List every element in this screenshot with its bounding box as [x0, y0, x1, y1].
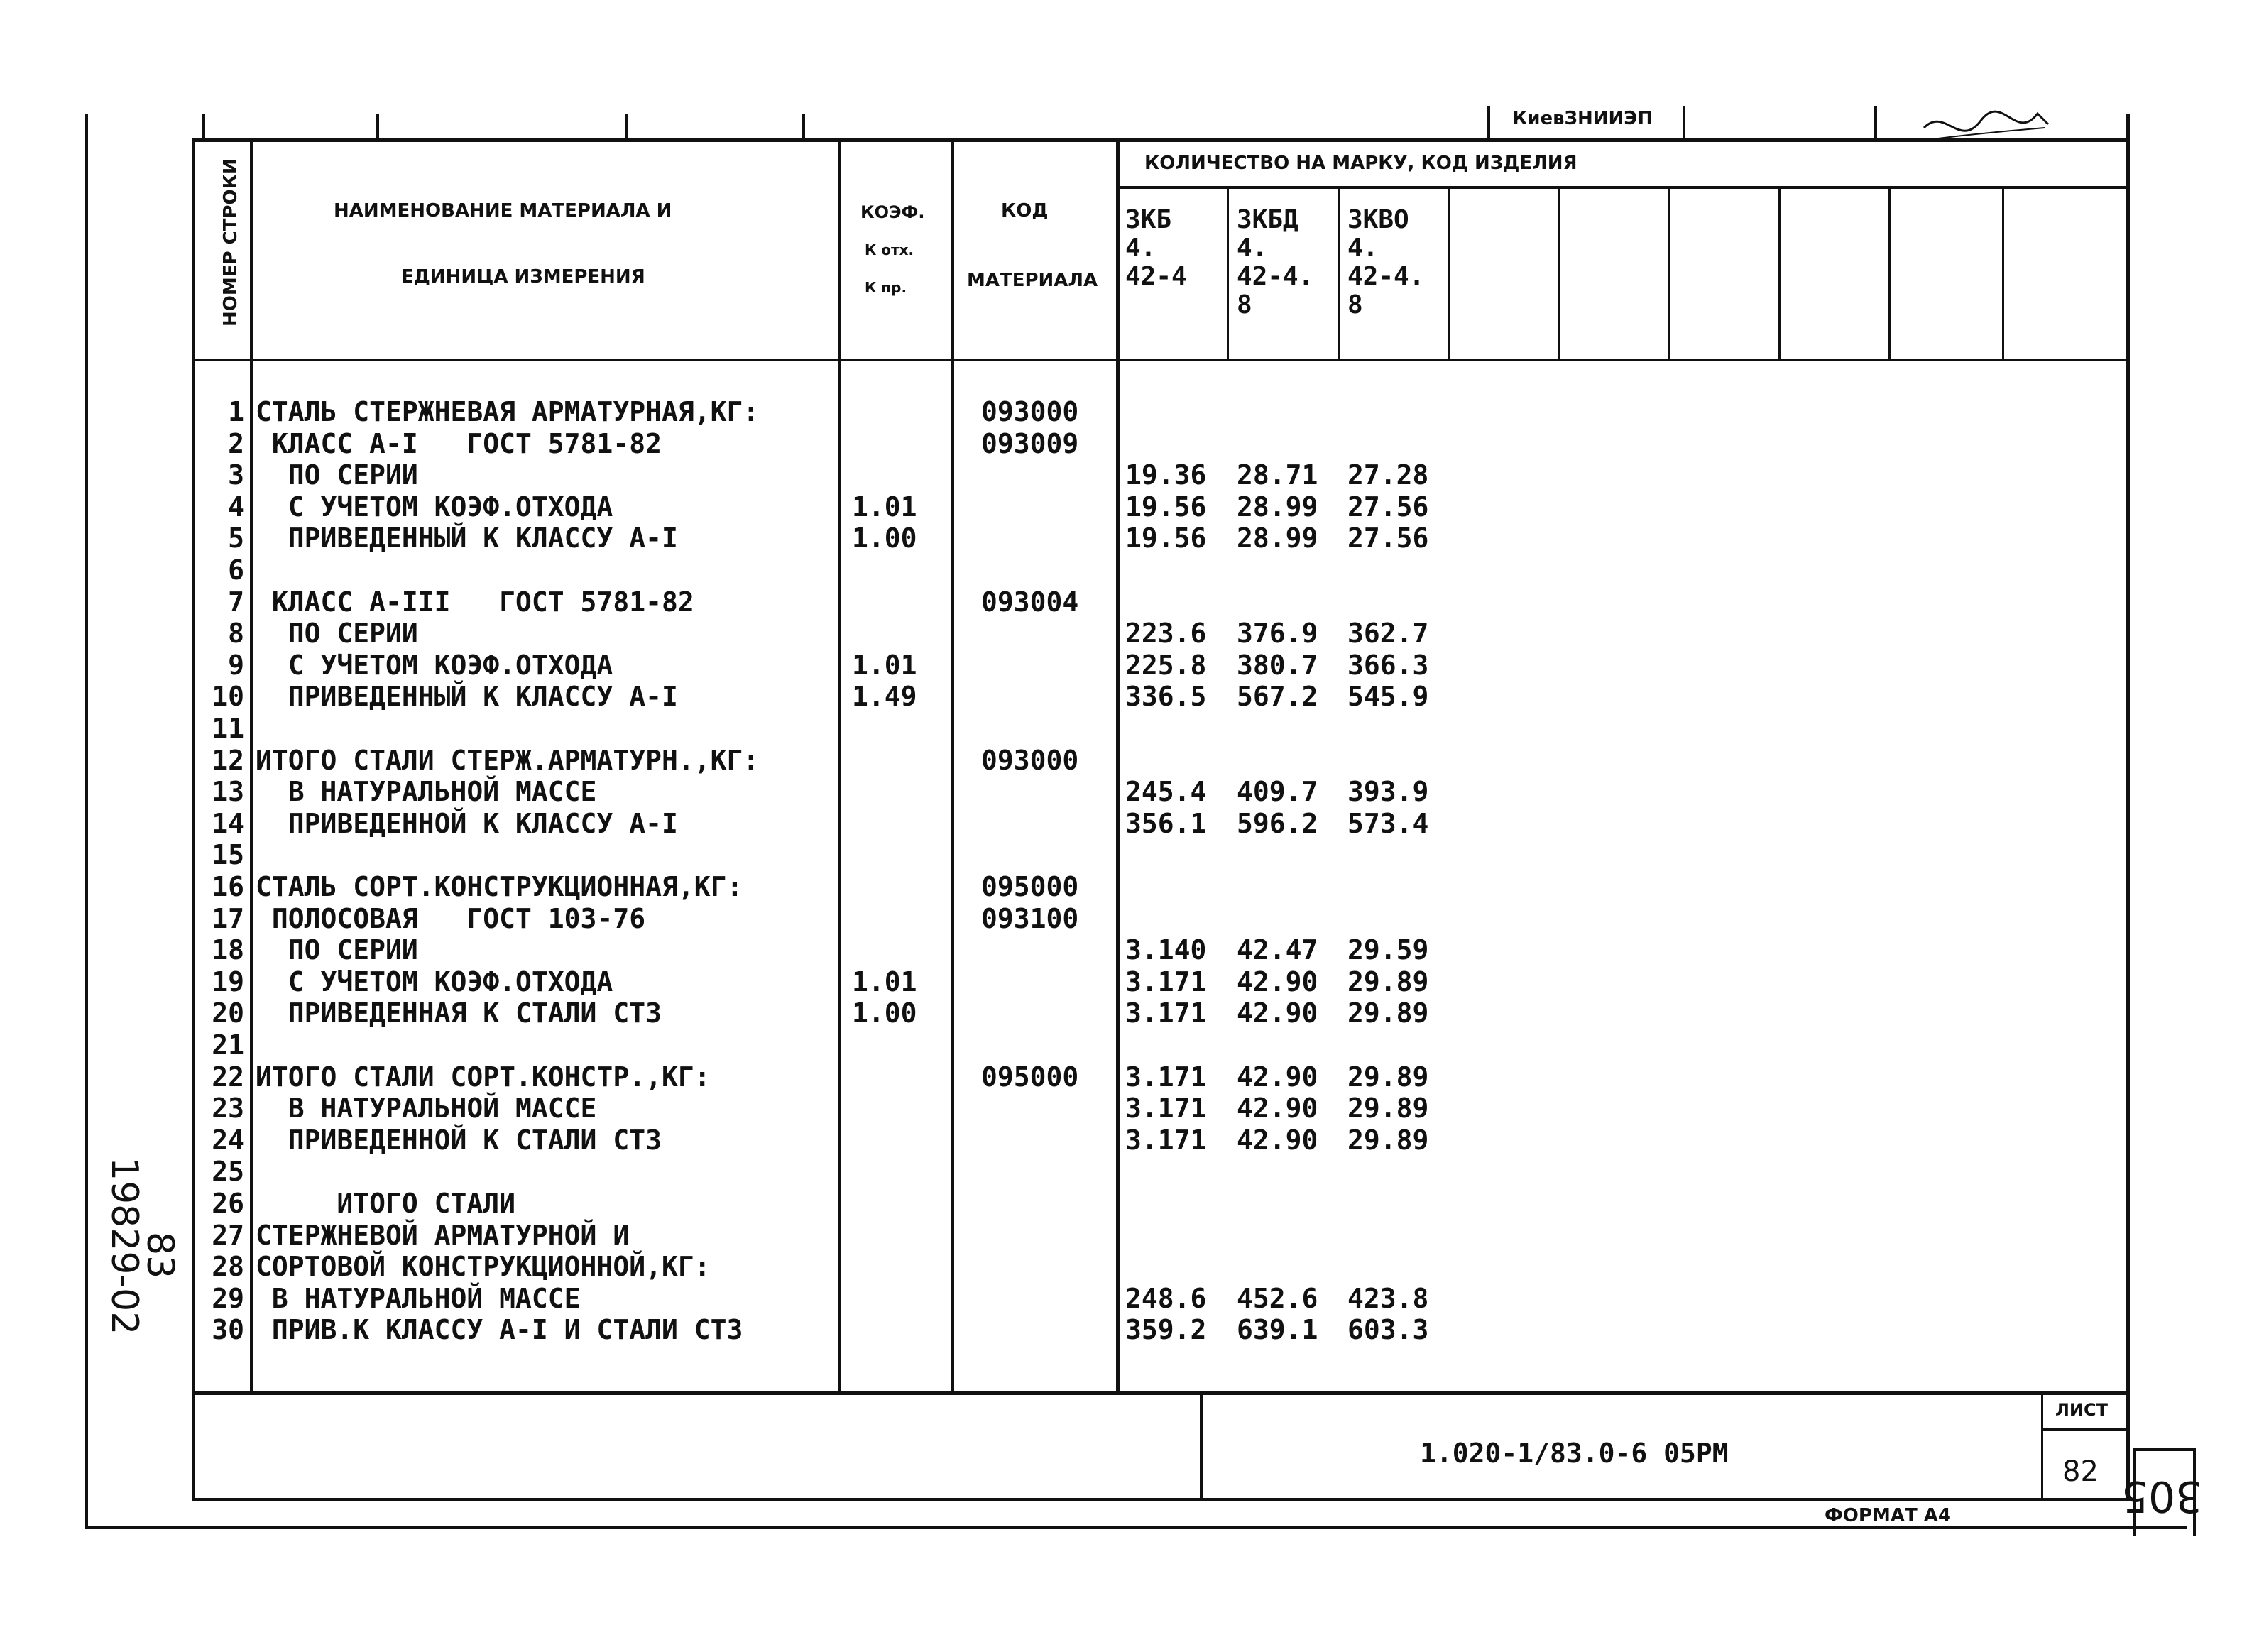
value-mark-1: 223.6: [1125, 618, 1207, 649]
value-mark-1: 359.2: [1125, 1314, 1207, 1345]
margin-vertical-note: 19829-02: [103, 1157, 146, 1335]
value-mark-2: 639.1: [1237, 1314, 1318, 1345]
material-name: ПО СЕРИИ: [256, 934, 418, 966]
top-tick-5: [1487, 106, 1490, 138]
value-mark-3: 27.56: [1347, 491, 1429, 523]
frame-bottom-outer: [85, 1526, 2187, 1529]
coefficient: 1.01: [852, 491, 917, 523]
page-stamp-number: 305: [2121, 1471, 2203, 1521]
row-number: 26: [212, 1188, 244, 1219]
value-mark-2: 42.90: [1237, 966, 1318, 997]
mark-2-line3: 42-4.: [1237, 262, 1314, 291]
table-right-border: [2126, 114, 2130, 1498]
row-number: 13: [212, 776, 244, 807]
value-mark-2: 42.47: [1237, 934, 1318, 966]
row-number: 17: [212, 903, 244, 934]
row-number: 19: [212, 966, 244, 997]
value-mark-1: 248.6: [1125, 1283, 1207, 1314]
value-mark-2: 28.99: [1237, 491, 1318, 523]
material-name: ПРИВЕДЕННОЙ К СТАЛИ СТ3: [256, 1125, 662, 1156]
table-left-border: [192, 138, 195, 1498]
value-mark-2: 28.71: [1237, 459, 1318, 491]
material-name: С УЧЕТОМ КОЭФ.ОТХОДА: [256, 491, 613, 523]
col-sep-name: [838, 138, 841, 1391]
row-number: 10: [212, 681, 244, 712]
row-number: 29: [212, 1283, 244, 1314]
material-code: 095000: [981, 871, 1079, 902]
code-header-line2: МАТЕРИАЛА: [967, 270, 1098, 291]
material-name: ПОЛОСОВАЯ ГОСТ 103-76: [256, 903, 646, 934]
value-mark-2: 42.90: [1237, 1061, 1318, 1093]
row-number: 1: [228, 396, 244, 427]
col-sep-code: [1116, 138, 1120, 1391]
value-mark-3: 603.3: [1347, 1314, 1429, 1345]
value-mark-1: 3.171: [1125, 966, 1207, 997]
signature-scribble: [1917, 99, 2059, 156]
value-mark-2: 42.90: [1237, 997, 1318, 1029]
material-name: ПРИВЕДЕННОЙ К КЛАССУ А-I: [256, 808, 678, 839]
coefficient: 1.01: [852, 650, 917, 681]
row-number: 12: [212, 745, 244, 776]
mark-3-header: [1347, 206, 1424, 319]
row-number: 16: [212, 871, 244, 902]
code-header-line1: КОД: [1001, 200, 1049, 221]
top-tick-4: [802, 114, 805, 142]
mark-1-line3: 42-4: [1125, 262, 1187, 291]
value-mark-1: 336.5: [1125, 681, 1207, 712]
row-number: 27: [212, 1220, 244, 1251]
row-number: 20: [212, 997, 244, 1029]
row-number: 25: [212, 1156, 244, 1187]
mark-col-sep-7: [1888, 186, 1891, 359]
top-tick-7: [1874, 106, 1877, 138]
value-mark-1: 3.171: [1125, 997, 1207, 1029]
row-number: 21: [212, 1029, 244, 1061]
row-number: 14: [212, 808, 244, 839]
row-number: 9: [228, 650, 244, 681]
value-mark-2: 567.2: [1237, 681, 1318, 712]
value-mark-3: 29.89: [1347, 1125, 1429, 1156]
row-number: 4: [228, 491, 244, 523]
value-mark-3: 393.9: [1347, 776, 1429, 807]
mark-3-line2: 4.: [1347, 234, 1379, 263]
row-number: 18: [212, 934, 244, 966]
value-mark-1: 356.1: [1125, 808, 1207, 839]
value-mark-1: 245.4: [1125, 776, 1207, 807]
mark-2-line2: 4.: [1237, 234, 1268, 263]
mark-col-sep-2: [1338, 186, 1340, 359]
material-name: КЛАСС А-III ГОСТ 5781-82: [256, 586, 694, 618]
row-number-header: НОМЕР СТРОКИ: [220, 158, 241, 327]
value-mark-3: 29.59: [1347, 934, 1429, 966]
material-name: ИТОГО СТАЛИ: [256, 1188, 516, 1219]
mark-2-header: [1237, 206, 1313, 319]
row-number: 24: [212, 1125, 244, 1156]
mark-3-line3: 42-4.: [1347, 262, 1425, 291]
coef-header-line2: К отх.: [865, 241, 914, 258]
material-code: 093009: [981, 428, 1079, 459]
value-mark-3: 545.9: [1347, 681, 1429, 712]
name-header-line2: ЕДИНИЦА ИЗМЕРЕНИЯ: [401, 266, 645, 288]
material-name: СТЕРЖНЕВОЙ АРМАТУРНОЙ И: [256, 1220, 630, 1251]
table-bottom-border: [192, 1391, 2130, 1395]
value-mark-2: 28.99: [1237, 523, 1318, 554]
coefficient: 1.01: [852, 966, 917, 997]
quantity-header: КОЛИЧЕСТВО НА МАРКУ, КОД ИЗДЕЛИЯ: [1144, 153, 1577, 174]
material-name: ПО СЕРИИ: [256, 618, 418, 649]
mark-3-line1: ЗКВО: [1347, 205, 1409, 234]
mark-3-line4: 8: [1347, 290, 1363, 319]
row-number: 23: [212, 1093, 244, 1124]
stamp-divider: [1200, 1391, 1203, 1498]
value-mark-2: 376.9: [1237, 618, 1318, 649]
material-code: 093000: [981, 745, 1079, 776]
row-number: 2: [228, 428, 244, 459]
value-mark-1: 3.171: [1125, 1125, 1207, 1156]
material-name: СОРТОВОЙ КОНСТРУКЦИОННОЙ,КГ:: [256, 1251, 711, 1282]
coef-header-line3: К пр.: [865, 279, 907, 296]
mark-col-sep-4: [1558, 186, 1560, 359]
sheet-box-left: [2041, 1391, 2043, 1498]
material-code: 093000: [981, 396, 1079, 427]
material-name: С УЧЕТОМ КОЭФ.ОТХОДА: [256, 650, 613, 681]
value-mark-1: 19.56: [1125, 523, 1207, 554]
value-mark-3: 27.28: [1347, 459, 1429, 491]
value-mark-2: 409.7: [1237, 776, 1318, 807]
name-header-line1: НАИМЕНОВАНИЕ МАТЕРИАЛА И: [334, 200, 672, 221]
row-number: 30: [212, 1314, 244, 1345]
material-name: ПРИВЕДЕННЫЙ К КЛАССУ А-I: [256, 523, 678, 554]
mark-2-line1: ЗКБД: [1237, 205, 1298, 234]
material-name: В НАТУРАЛЬНОЙ МАССЕ: [256, 1283, 581, 1314]
col-sep-coef: [951, 138, 954, 1391]
sheet-number: 82: [2062, 1455, 2099, 1488]
mark-1-line2: 4.: [1125, 234, 1156, 263]
top-tick-1: [202, 114, 205, 142]
value-mark-1: 3.171: [1125, 1093, 1207, 1124]
row-number: 28: [212, 1251, 244, 1282]
stamp-bottom-border: [192, 1498, 2130, 1501]
value-mark-1: 3.140: [1125, 934, 1207, 966]
coefficient: 1.00: [852, 523, 917, 554]
material-name: ПРИВЕДЕННЫЙ К КЛАССУ А-I: [256, 681, 678, 712]
material-code: 093004: [981, 586, 1079, 618]
value-mark-3: 29.89: [1347, 1093, 1429, 1124]
top-tick-3: [625, 114, 628, 142]
mark-col-sep-8: [2002, 186, 2004, 359]
value-mark-1: 19.56: [1125, 491, 1207, 523]
sheet-label: ЛИСТ: [2055, 1400, 2109, 1420]
quantity-label-underline: [1116, 186, 2130, 189]
value-mark-3: 573.4: [1347, 808, 1429, 839]
row-number: 11: [212, 713, 244, 744]
row-number: 6: [228, 554, 244, 586]
sheet-box-divider: [2041, 1428, 2126, 1431]
value-mark-1: 225.8: [1125, 650, 1207, 681]
value-mark-2: 596.2: [1237, 808, 1318, 839]
coef-header-line1: КОЭФ.: [860, 202, 925, 222]
value-mark-1: 19.36: [1125, 459, 1207, 491]
top-tick-6: [1683, 106, 1685, 138]
mark-col-sep-3: [1448, 186, 1450, 359]
material-name: В НАТУРАЛЬНОЙ МАССЕ: [256, 1093, 597, 1124]
value-mark-3: 423.8: [1347, 1283, 1429, 1314]
material-name: В НАТУРАЛЬНОЙ МАССЕ: [256, 776, 597, 807]
coefficient: 1.49: [852, 681, 917, 712]
margin-vertical-note-2: 83: [138, 1232, 181, 1279]
value-mark-2: 42.90: [1237, 1125, 1318, 1156]
value-mark-3: 366.3: [1347, 650, 1429, 681]
material-name: ПО СЕРИИ: [256, 459, 418, 491]
row-number: 3: [228, 459, 244, 491]
value-mark-3: 27.56: [1347, 523, 1429, 554]
value-mark-3: 362.7: [1347, 618, 1429, 649]
material-name: СТАЛЬ СТЕРЖНЕВАЯ АРМАТУРНАЯ,КГ:: [256, 396, 760, 427]
material-name: ИТОГО СТАЛИ СТЕРЖ.АРМАТУРН.,КГ:: [256, 745, 760, 776]
row-number: 15: [212, 839, 244, 870]
material-name: ПРИВЕДЕННАЯ К СТАЛИ СТ3: [256, 997, 662, 1029]
top-tick-2: [376, 114, 379, 142]
row-number: 22: [212, 1061, 244, 1093]
frame-left-outer: [85, 114, 88, 1526]
value-mark-2: 380.7: [1237, 650, 1318, 681]
col-sep-rownum: [250, 138, 253, 1391]
material-name: ИТОГО СТАЛИ СОРТ.КОНСТР.,КГ:: [256, 1061, 711, 1093]
mark-col-sep-5: [1668, 186, 1670, 359]
table-top-border: [192, 138, 2130, 142]
header-bottom-border: [192, 359, 2130, 361]
material-name: КЛАСС А-I ГОСТ 5781-82: [256, 428, 662, 459]
row-number: 5: [228, 523, 244, 554]
material-code: 093100: [981, 903, 1079, 934]
value-mark-3: 29.89: [1347, 997, 1429, 1029]
mark-1-line1: ЗКБ: [1125, 205, 1172, 234]
mark-col-sep-6: [1778, 186, 1781, 359]
row-number: 7: [228, 586, 244, 618]
row-number: 8: [228, 618, 244, 649]
mark-col-sep-1: [1227, 186, 1229, 359]
material-name: С УЧЕТОМ КОЭФ.ОТХОДА: [256, 966, 613, 997]
value-mark-2: 42.90: [1237, 1093, 1318, 1124]
coefficient: 1.00: [852, 997, 917, 1029]
document-code: 1.020-1/83.0-6 05РМ: [1420, 1438, 1729, 1469]
format-label: ФОРМАТ А4: [1825, 1505, 1951, 1526]
mark-1-header: [1125, 206, 1187, 291]
value-mark-2: 452.6: [1237, 1283, 1318, 1314]
material-name: ПРИВ.К КЛАССУ А-I И СТАЛИ СТ3: [256, 1314, 743, 1345]
material-code: 095000: [981, 1061, 1079, 1093]
value-mark-3: 29.89: [1347, 966, 1429, 997]
value-mark-3: 29.89: [1347, 1061, 1429, 1093]
value-mark-1: 3.171: [1125, 1061, 1207, 1093]
mark-2-line4: 8: [1237, 290, 1252, 319]
top-org-label: КиевЗНИИЭП: [1512, 108, 1653, 129]
material-name: СТАЛЬ СОРТ.КОНСТРУКЦИОННАЯ,КГ:: [256, 871, 743, 902]
